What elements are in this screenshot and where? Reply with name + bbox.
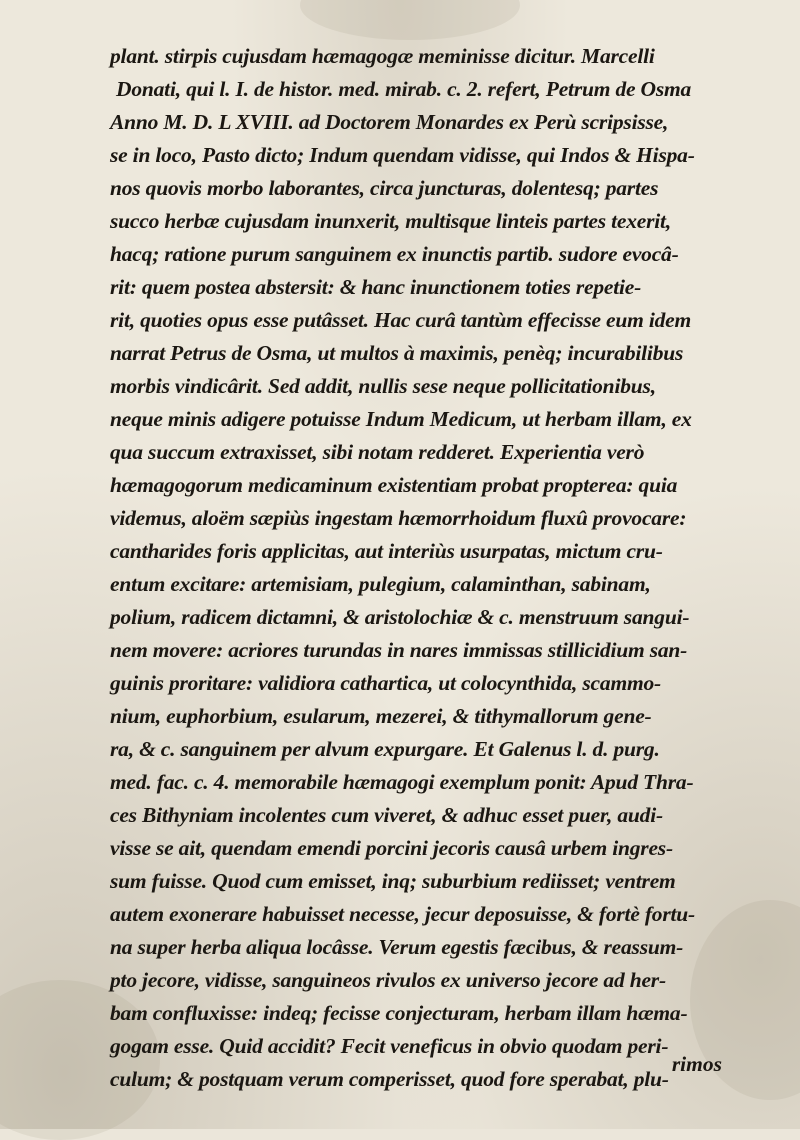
text-line: morbis vindicârit. Sed addit, nullis sese neque pollicitationibus,	[110, 374, 656, 398]
text-line: qua succum extraxisset, sibi notam redderet. Experientia verò	[110, 440, 645, 464]
text-line: ra, & c. sanguinem per alvum expurgare. Et Galenus l. d. purg.	[110, 737, 660, 761]
text-line: neque minis adigere potuisse Indum Medicum, ut herbam illam, ex	[110, 407, 692, 431]
text-line: entum excitare: artemisiam, pulegium, calaminthan, sabinam,	[110, 572, 651, 596]
text-line: visse se ait, quendam emendi porcini jecoris causâ urbem ingres-	[110, 836, 673, 860]
text-line: ces Bithyniam incolentes cum viveret, & adhuc esset puer, audi-	[110, 803, 663, 827]
text-line: hacq; ratione purum sanguinem ex inunctis partib. sudore evocâ-	[110, 242, 679, 266]
text-line: nium, euphorbium, esularum, mezerei, & tithymallorum gene-	[110, 704, 652, 728]
text-line: rit, quoties opus esse putâsset. Hac curâ tantùm effecisse eum idem	[110, 308, 692, 332]
text-line: bam confluxisse: indeq; fecisse conjecturam, herbam illam hæma-	[110, 1001, 688, 1025]
text-line: nem movere: acriores turundas in nares immissas stillicidium san-	[110, 638, 688, 662]
text-line: nos quovis morbo laborantes, circa juncturas, dolentesq; partes	[110, 176, 659, 200]
text-line: plant. stirpis cujusdam hæmagogæ meminisse dicitur. Marcelli	[110, 44, 655, 68]
text-line: med. fac. c. 4. memorabile hæmagogi exemplum ponit: Apud Thra-	[110, 770, 694, 794]
text-line: succo herbæ cujusdam inunxerit, multisque linteis partes texerit,	[110, 209, 672, 233]
text-line: narrat Petrus de Osma, ut multos à maximis, penèq; incurabilibus	[110, 341, 684, 365]
text-line: sum fuisse. Quod cum emisset, inq; suburbium rediisset; ventrem	[110, 869, 676, 893]
text-line: culum; & postquam verum comperisset, quod fore sperabat, plu-	[110, 1067, 669, 1091]
text-line: videmus, aloëm sæpiùs ingestam hæmorrhoidum fluxû provocare:	[110, 506, 687, 530]
text-line: guinis proritare: validiora cathartica, ut colocynthida, scammo-	[110, 671, 661, 695]
text-line: polium, radicem dictamni, & aristolochiæ & c. menstruum sangui-	[110, 605, 690, 629]
paper-stain	[300, 0, 520, 40]
text-line: na super herba aliqua locâsse. Verum egestis fæcibus, & reassum-	[110, 935, 684, 959]
text-line: se in loco, Pasto dicto; Indum quendam vidisse, qui Indos & Hispa-	[110, 143, 695, 167]
text-line: autem exonerare habuisset necesse, jecur deposuisse, & fortè fortu-	[110, 902, 695, 926]
catchword: rimos	[671, 1052, 722, 1076]
text-line: hæmagogorum medicaminum existentiam probat propterea: quia	[110, 473, 678, 497]
text-line: pto jecore, vidisse, sanguineos rivulos ex universo jecore ad her-	[110, 968, 666, 992]
text-line: rit: quem postea abstersit: & hanc inunctionem toties repetie-	[110, 275, 642, 299]
text-line: Anno M. D. L XVIII. ad Doctorem Monardes ex Perù scripsisse,	[110, 110, 669, 134]
text-line: Donati, qui l. I. de histor. med. mirab. c. 2. refert, Petrum de Osma	[116, 77, 692, 101]
text-line: cantharides foris applicitas, aut interiùs usurpatas, mictum cru-	[110, 539, 663, 563]
body-text	[110, 40, 780, 1096]
text-line: gogam esse. Quid accidit? Fecit veneficus in obvio quodam peri-	[110, 1034, 669, 1058]
